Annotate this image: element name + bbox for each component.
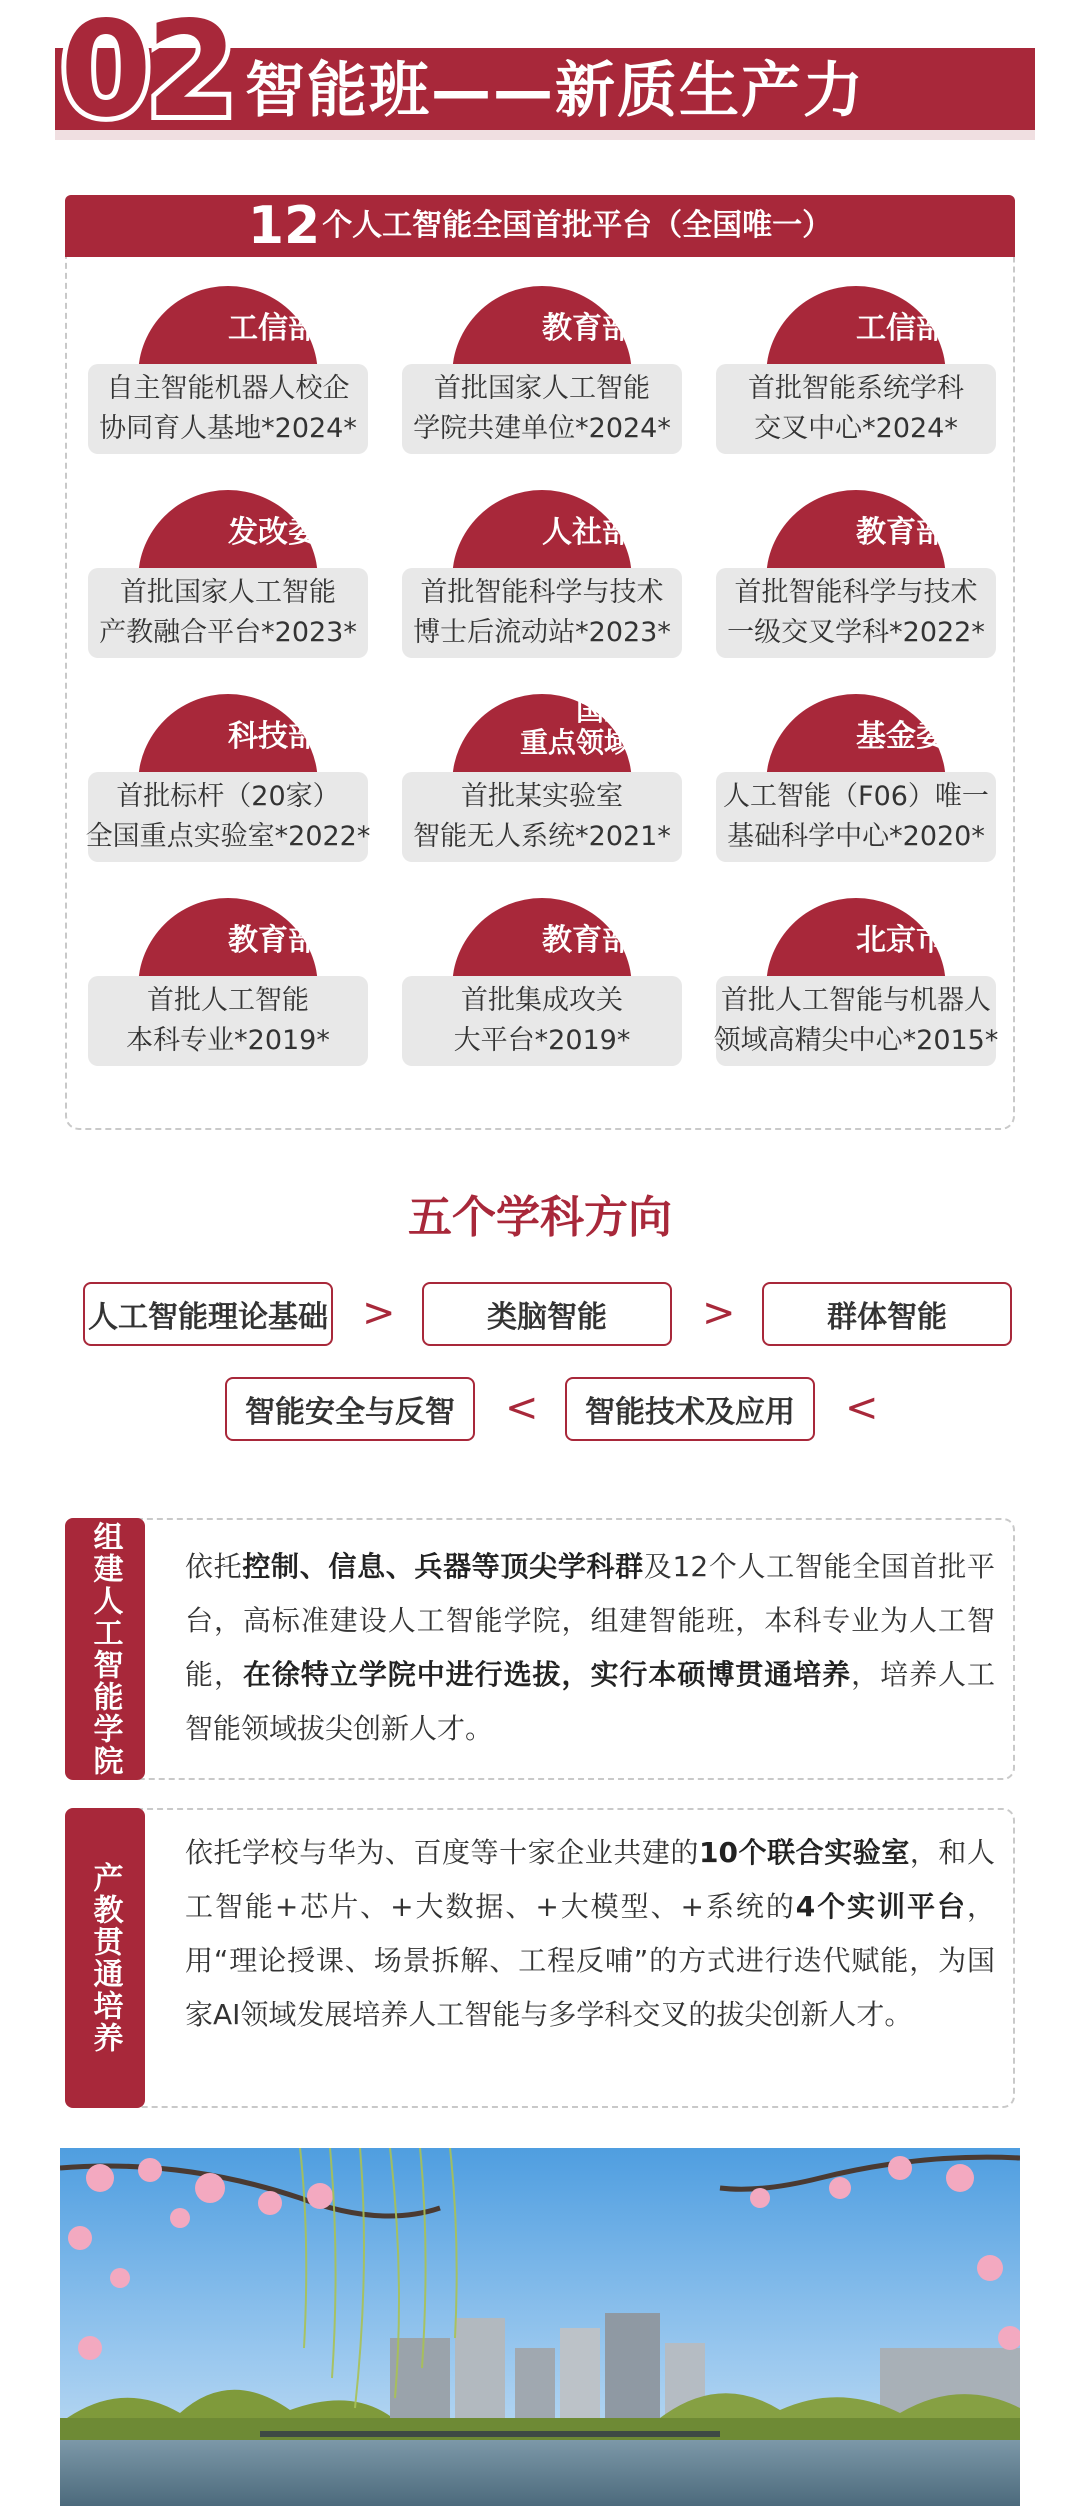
arrow-right-icon: > [702, 1290, 736, 1336]
card-line-2: 本科专业*2019* [126, 1025, 330, 1056]
card-line-1: 首批人工智能与机器人 [721, 985, 991, 1016]
card-line-1: 首批人工智能 [147, 985, 309, 1016]
platform-card [402, 898, 682, 1083]
platforms-title [65, 195, 1015, 257]
card-line-1: 首批国家人工智能 [434, 373, 650, 404]
platform-card [713, 898, 999, 1083]
card-line-2: 全国重点实验室*2022* [85, 821, 371, 852]
card-dept-label: 教育部 [542, 923, 632, 958]
platform-card [716, 286, 996, 471]
card-line-2: 一级交叉学科*2022* [727, 617, 985, 648]
info-tab-label: 组建人工智能学院 [87, 1521, 123, 1777]
card-dept-label: 科技部 [228, 719, 318, 754]
card-dept [138, 694, 318, 784]
card-dept [452, 286, 632, 376]
card-body [713, 976, 999, 1066]
info-text-bold: 4个实训平台 [795, 1890, 967, 1923]
info-text-segment: ，和人工智能+芯片、+大数据、+大模型、+系统的 [185, 1836, 995, 1923]
section-number: 02 [60, 0, 232, 147]
card-body [716, 772, 996, 862]
card-line-1: 首批智能科学与技术 [420, 577, 664, 608]
arrow-left-icon: < [505, 1385, 539, 1431]
info-text-bold: 10个联合实验室 [699, 1836, 910, 1869]
info-text-segment: 及12个人工智能全国首批平台，高标准建设人工智能学院，组建智能班，本科专业为人工智能， [185, 1550, 995, 1691]
card-line-2: 产教融合平台*2023* [99, 617, 357, 648]
card-line-1: 人工智能（F06）唯一 [723, 781, 989, 812]
platform-card [716, 490, 996, 675]
card-dept-label: 基金委 [856, 719, 946, 754]
card-body [402, 976, 682, 1066]
platform-card [85, 694, 371, 879]
platforms-title-text: 个人工智能全国首批平台（全国唯一） [322, 208, 833, 243]
info-tab-industry [65, 1808, 145, 2108]
card-line-1: 首批国家人工智能 [120, 577, 336, 608]
arrow-left-icon: < [845, 1385, 879, 1431]
card-line-2: 智能无人系统*2021* [413, 821, 671, 852]
card-body [402, 772, 682, 862]
info-text-ai-college [185, 1540, 995, 1756]
card-dept [452, 490, 632, 580]
section-title: 智能班——新质生产力 [245, 56, 865, 126]
card-body [88, 364, 368, 454]
campus-lake-photo [60, 2148, 1020, 2506]
card-line-1: 首批标杆（20家） [116, 781, 340, 812]
card-line-2: 大平台*2019* [453, 1025, 631, 1056]
platform-card [402, 490, 682, 675]
card-dept [766, 286, 946, 376]
card-line-2: 协同育人基地*2024* [99, 413, 357, 444]
card-line-2: 交叉中心*2024* [754, 413, 958, 444]
card-body [402, 364, 682, 454]
card-line-2: 学院共建单位*2024* [413, 413, 671, 444]
card-line-1: 首批智能科学与技术 [734, 577, 978, 608]
info-tab-ai-college [65, 1518, 145, 1780]
info-text-segment: 依托 [185, 1550, 243, 1583]
card-body [85, 772, 371, 862]
card-dept-label-2: 重点领域 [519, 726, 632, 759]
card-line-2: 基础科学中心*2020* [727, 821, 985, 852]
discipline-brain-inspired: 类脑智能 [422, 1282, 672, 1346]
card-dept [138, 286, 318, 376]
discipline-security: 智能安全与反智 [225, 1377, 475, 1441]
card-dept [138, 490, 318, 580]
info-text-segment: ，用“理论授课、场景拆解、工程反哺”的方式进行迭代赋能，为国家AI领域发展培养人工智能与多学科交叉的拔尖创新人才。 [185, 1890, 995, 2031]
disciplines-title: 五个学科方向 [408, 1192, 672, 1243]
discipline-ai-theory: 人工智能理论基础 [83, 1282, 333, 1346]
card-dept [138, 898, 318, 988]
card-line-2: 博士后流动站*2023* [413, 617, 671, 648]
card-dept [766, 490, 946, 580]
info-tab-label: 产教贯通培养 [87, 1862, 123, 2054]
card-body [716, 364, 996, 454]
card-line-1: 首批智能系统学科 [748, 373, 964, 404]
platforms-count: 12 [247, 196, 321, 256]
card-dept-label: 国家 [575, 694, 632, 727]
discipline-swarm: 群体智能 [762, 1282, 1012, 1346]
platform-card [402, 286, 682, 471]
card-dept-label: 教育部 [856, 515, 946, 550]
info-text-industry [185, 1826, 995, 2042]
platform-card [88, 490, 368, 675]
card-dept-label: 发改委 [228, 515, 318, 550]
card-body [402, 568, 682, 658]
card-line-1: 自主智能机器人校企 [106, 373, 350, 404]
arrow-right-icon: > [362, 1290, 396, 1336]
info-text-bold: 控制、信息、兵器等顶尖学科群 [242, 1550, 644, 1583]
card-line-1: 首批集成攻关 [461, 985, 623, 1016]
card-body [88, 568, 368, 658]
discipline-tech-application: 智能技术及应用 [565, 1377, 815, 1441]
card-line-1: 首批某实验室 [461, 781, 623, 812]
platform-card [88, 898, 368, 1083]
card-dept-label: 工信部 [228, 311, 318, 346]
card-dept [766, 694, 946, 784]
card-dept-label: 工信部 [856, 311, 946, 346]
card-dept-label: 教育部 [228, 923, 318, 958]
card-dept-label: 教育部 [542, 311, 632, 346]
info-text-bold: 在徐特立学院中进行选拔，实行本硕博贯通培养 [242, 1658, 852, 1691]
card-dept [452, 684, 632, 774]
card-dept-label: 人社部 [542, 515, 632, 550]
card-body [716, 568, 996, 658]
platform-card [88, 286, 368, 471]
info-text-segment: ，培养人工智能领域拔尖创新人才。 [185, 1658, 995, 1745]
info-text-segment: 依托学校与华为、百度等十家企业共建的 [185, 1836, 700, 1869]
card-body [88, 976, 368, 1066]
platform-card [402, 694, 682, 879]
card-dept [452, 898, 632, 988]
platform-card [716, 694, 996, 879]
card-dept-label: 北京市 [856, 923, 946, 958]
card-dept [766, 898, 946, 988]
card-line-2: 领域高精尖中心*2015* [713, 1025, 999, 1056]
